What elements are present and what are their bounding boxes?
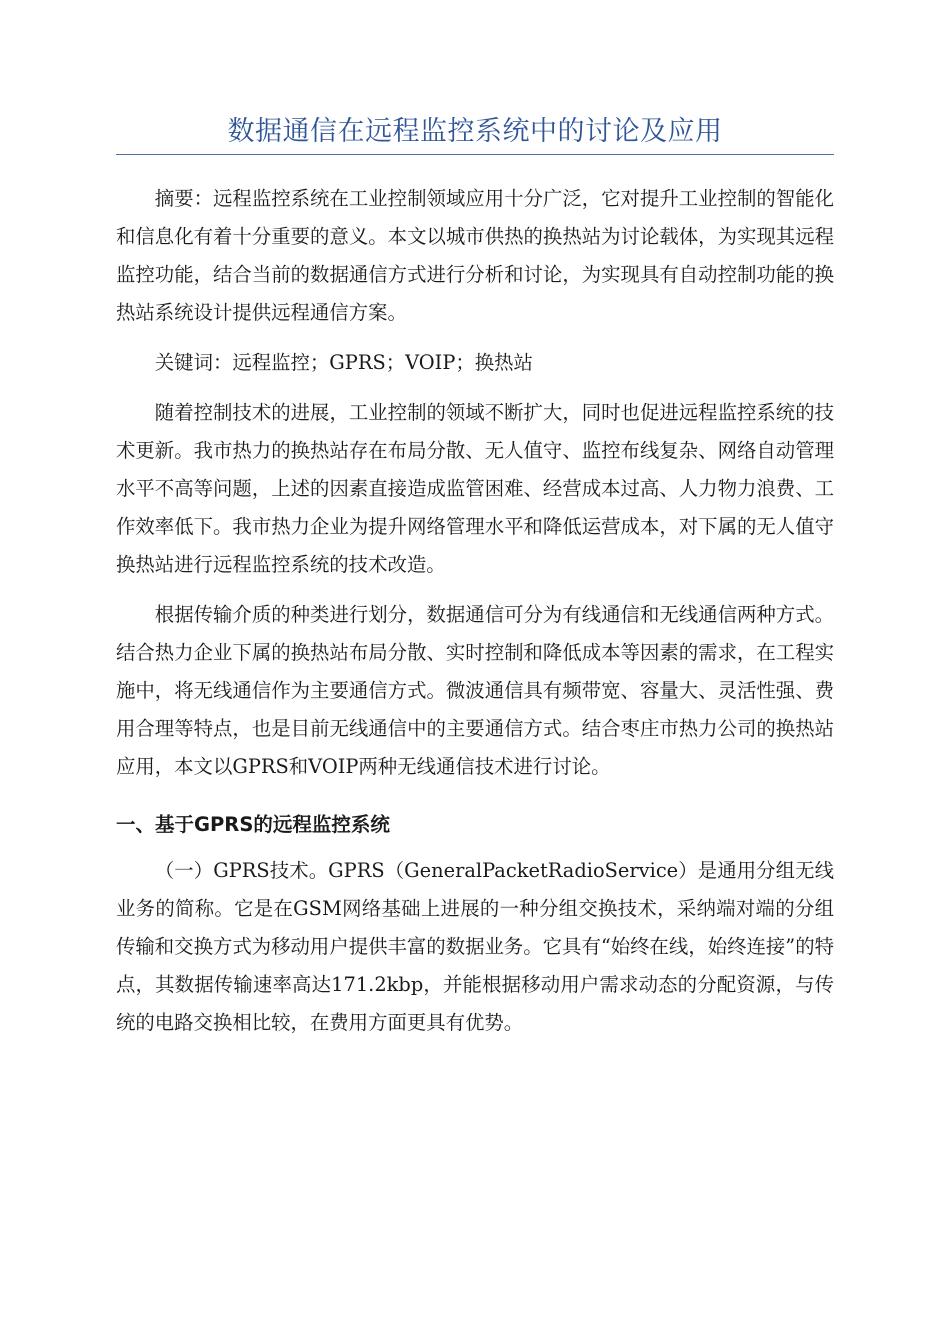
intro-paragraph-1: 随着控制技术的进展，工业控制的领域不断扩大，同时也促进远程监控系统的技术更新。我市热力的换热站存在布局分散、无人值守、监控布线复杂、网络自动管理水平不高等问题，上述的因素直接造成监管困难、经营成本过高、人力物力浪费、工作效率低下。我市热力企业为提升网络管理水平和降低运营成本，对下属的无人值守换热站进行远程监控系统的技术改造。	[116, 401, 834, 576]
document-body	[116, 180, 834, 1042]
section-heading-gprs: 一、基于GPRS的远程监控系统	[116, 813, 390, 836]
intro-paragraph-2: 根据传输介质的种类进行划分，数据通信可分为有线通信和无线通信两种方式。结合热力企业下属的换热站布局分散、实时控制和降低成本等因素的需求，在工程实施中，将无线通信作为主要通信方式。微波通信具有频带宽、容量大、灵活性强、费用合理等特点，也是目前无线通信中的主要通信方式。结合枣庄市热力公司的换热站应用，本文以GPRS和VOIP两种无线通信技术进行讨论。	[116, 603, 834, 778]
gprs-paragraph-1: （一）GPRS技术。GPRS（GeneralPacketRadioService）是通用分组无线业务的简称。它是在GSM网络基础上进展的一种分组交换技术，采纳端对端的分组传输和交换方式为移动用户提供丰富的数据业务。它具有“始终在线，始终连接”的特点，其数据传输速率高达171.2kbp，并能根据移动用户需求动态的分配资源，与传统的电路交换相比较，在费用方面更具有优势。	[116, 859, 834, 1034]
document-title: 数据通信在远程监控系统中的讨论及应用	[116, 112, 834, 155]
abstract-paragraph: 摘要：远程监控系统在工业控制领域应用十分广泛，它对提升工业控制的智能化和信息化有着十分重要的意义。本文以城市供热的换热站为讨论载体，为实现其远程监控功能，结合当前的数据通信方式进行分析和讨论，为实现具有自动控制功能的换热站系统设计提供远程通信方案。	[116, 187, 834, 324]
keywords-paragraph: 关键词：远程监控；GPRS；VOIP；换热站	[154, 351, 533, 374]
